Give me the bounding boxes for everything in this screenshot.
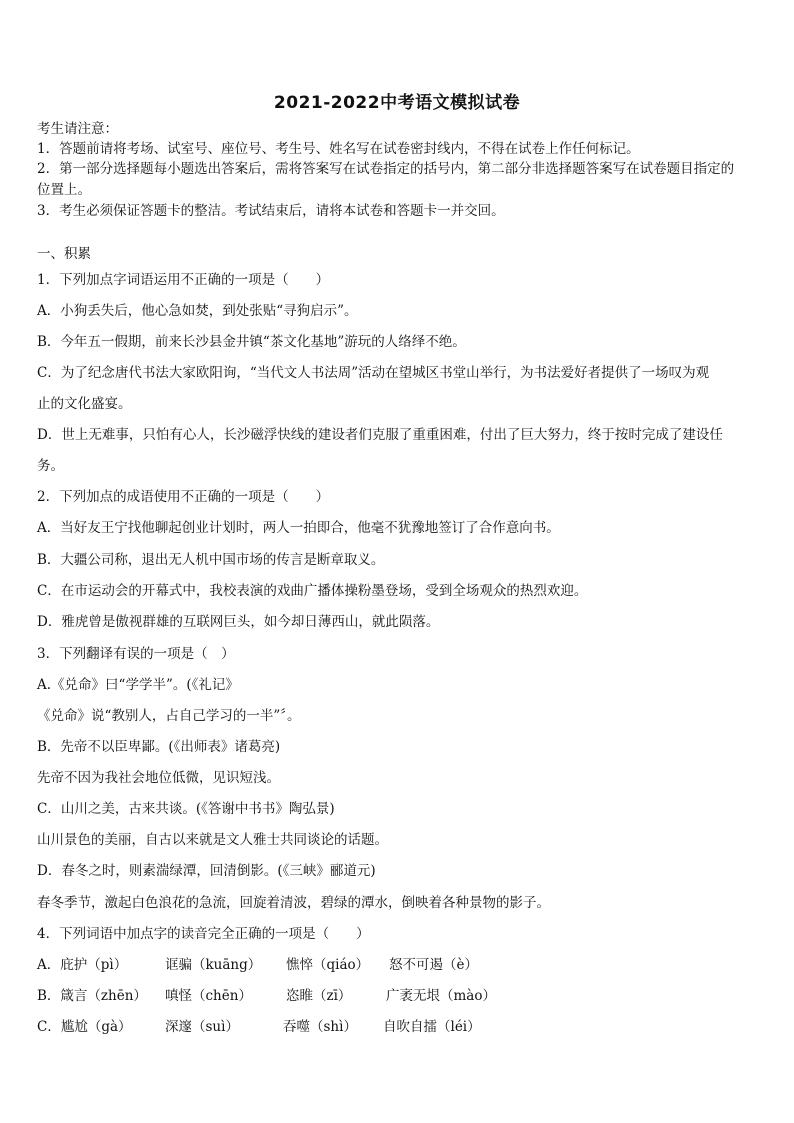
q3-option-b-translation: 先帝不因为我社会地位低微，见识短浅。 [37, 770, 280, 786]
q4-b-word-2: 嗔怪（chēn） [165, 988, 252, 1004]
q2-option-c: C．在市运动会的开幕式中，我校表演的戏曲广播体操粉墨登场，受到全场观众的热烈欢迎。 [37, 583, 588, 599]
q3-option-d: D．春冬之时，则素湍绿潭，回清倒影。(《三峡》郦道元) [37, 863, 376, 879]
q1-option-c: C．为了纪念唐代书法大家欧阳询，“当代文人书法周”活动在望城区书堂山举行，为书法爱好者提供了一场叹为观 [37, 365, 710, 381]
q3-option-a-translation: 《兑命》说“教别人，占自己学习的一半”〞。 [37, 708, 301, 724]
notice-item: 2．第一部分选择题每小题选出答案后，需将答案写在试卷指定的括号内，第二部分非选择题答案写在试卷题目指定的 [37, 161, 735, 177]
notice-item: 3．考生必须保证答题卡的整洁。考试结束后，请将本试卷和答题卡一并交回。 [37, 203, 505, 219]
q2-option-a: A．当好友王宁找他聊起创业计划时，两人一拍即合，他毫不犹豫地签订了合作意向书。 [37, 520, 560, 536]
q3-option-b: B．先帝不以臣卑鄙。(《出师表》诸葛亮) [37, 739, 281, 755]
q1-option-a: A．小狗丢失后，他心急如焚，到处张贴“寻狗启示”。 [37, 303, 358, 319]
q4-c-word-4: 自吹自擂（léi） [383, 1019, 481, 1035]
question-3: 3．下列翻译有误的一项是（ ） [37, 646, 235, 662]
q4-a-word-2: 诓骗（kuāng） [165, 957, 262, 973]
question-1: 1．下列加点字词语运用不正确的一项是（ ） [37, 272, 330, 288]
notice-item: 位置上。 [37, 182, 91, 198]
q3-option-c-translation: 山川景色的美丽，自古以来就是文人雅士共同谈论的话题。 [37, 832, 388, 848]
q2-option-d: D．雅虎曾是傲视群雄的互联网巨头，如今却日薄西山，就此陨落。 [37, 614, 440, 630]
q4-b-word-3: 恣睢（zī） [286, 988, 352, 1004]
notice-item: 1．答题前请将考场、试室号、座位号、考生号、姓名写在试卷密封线内，不得在试卷上作任何标记。 [37, 141, 640, 157]
q4-b-word-4: 广袤无垠（mào） [386, 988, 496, 1004]
page-title: 2021-2022中考语文模拟试卷 [273, 93, 521, 113]
q4-a-word-4: 怒不可遏（è） [389, 957, 478, 973]
q4-a-word-3: 憔悴（qiáo） [286, 957, 370, 973]
q1-option-d: D．世上无难事，只怕有心人，长沙磁浮快线的建设者们克服了重重困难，付出了巨大努力，终于按时完成了建设任 [37, 427, 723, 443]
q4-c-word-1: C．尴尬（gà） [37, 1019, 132, 1035]
q3-option-a: A.《兑命》曰“学学半”。(《礼记》 [37, 677, 239, 693]
q4-b-word-1: B．箴言（zhēn） [37, 988, 147, 1004]
q4-a-word-1: A．庇护（pì） [37, 957, 128, 973]
question-2: 2．下列加点的成语使用不正确的一项是（ ） [37, 489, 330, 505]
notice-heading: 考生请注意： [37, 121, 118, 137]
q4-c-word-2: 深邃（suì） [165, 1019, 239, 1035]
q1-option-b: B．今年五一假期，前来长沙县金井镇“茶文化基地”游玩的人络绎不绝。 [37, 334, 466, 350]
q1-option-d-cont: 务。 [37, 458, 64, 474]
q4-c-word-3: 吞噬（shì） [283, 1019, 357, 1035]
section-heading: 一、积累 [37, 246, 91, 262]
q2-option-b: B．大疆公司称，退出无人机中国市场的传言是断章取义。 [37, 552, 385, 568]
question-4: 4．下列词语中加点字的读音完全正确的一项是（ ） [37, 926, 370, 942]
q3-option-d-translation: 春冬季节，激起白色浪花的急流，回旋着清波，碧绿的潭水，倒映着各种景物的影子。 [37, 895, 550, 911]
q3-option-c: C．山川之美，古来共谈。(《答谢中书书》陶弘景) [37, 801, 335, 817]
q1-option-c-cont: 止的文化盛宴。 [37, 396, 132, 412]
